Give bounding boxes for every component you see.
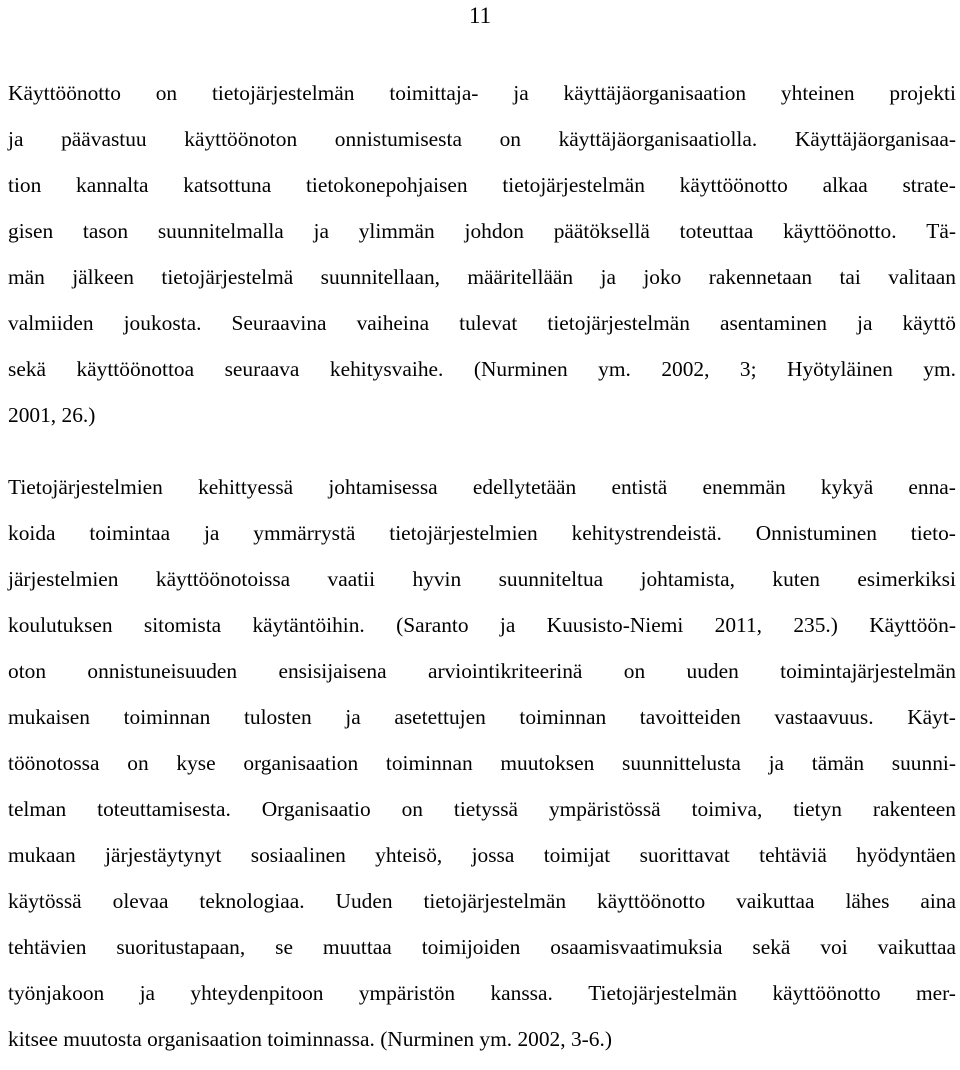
- word: johtamista,: [640, 567, 735, 591]
- word: ylimmän: [358, 219, 435, 243]
- word: mukaan: [8, 843, 76, 867]
- word: esimerkiksi: [857, 567, 956, 591]
- paragraph-2: [8, 472, 956, 1070]
- word: käyttöönoton: [184, 127, 298, 151]
- word: toiminnan: [519, 705, 607, 729]
- word: uuden: [686, 659, 739, 683]
- word: suunni-: [891, 751, 956, 775]
- word: Käyt-: [907, 705, 956, 729]
- text-line: [8, 1024, 956, 1070]
- word: mer-: [915, 981, 956, 1005]
- word: käyttöönotto: [772, 981, 881, 1005]
- word: päävastuu: [61, 127, 147, 151]
- word: tietojärjestelmän: [547, 311, 690, 335]
- word: käyttöönottoa: [76, 357, 195, 381]
- word: toimijoiden: [421, 935, 521, 959]
- word: ja: [499, 613, 516, 637]
- word: Käyttäjäorganisaa-: [794, 127, 956, 151]
- text-line: [8, 78, 956, 124]
- word: koulutuksen: [8, 613, 113, 637]
- word: suunnitellaan,: [320, 265, 441, 289]
- word: jälkeen: [72, 265, 134, 289]
- word: toiminnan: [123, 705, 211, 729]
- text-line: [8, 124, 956, 170]
- word: vaiheina: [356, 311, 430, 335]
- word: strate-: [902, 173, 956, 197]
- word: tietojärjestelmien: [389, 521, 538, 545]
- word: ja: [8, 127, 24, 151]
- word: Tietojärjestelmän: [588, 981, 738, 1005]
- word: ymmärrystä: [253, 521, 356, 545]
- word: edellytetään: [472, 475, 577, 499]
- word: käyttäjäorganisaation: [563, 81, 747, 105]
- word: Uuden: [335, 889, 393, 913]
- text-line: [8, 308, 956, 354]
- word: valmiiden: [8, 311, 94, 335]
- word: toteuttamisesta.: [97, 797, 231, 821]
- text-line: [8, 932, 956, 978]
- word: tietokonepohjaisen: [305, 173, 468, 197]
- word: kehitysvaihe.: [329, 357, 444, 381]
- word: (Nurminen: [473, 357, 568, 381]
- word: toimittaja-: [389, 81, 479, 105]
- word: sekä: [8, 357, 47, 381]
- word: koida: [8, 521, 56, 545]
- word: aina: [920, 889, 956, 913]
- word: käytössä: [8, 889, 82, 913]
- word: toimintaa: [89, 521, 171, 545]
- word: sekä: [752, 935, 791, 959]
- text-line: [8, 748, 956, 794]
- word: suunnitelmalla: [157, 219, 284, 243]
- word: toimiva,: [691, 797, 763, 821]
- word: 2011,: [714, 613, 762, 637]
- word: Käyttöön-: [869, 613, 956, 637]
- word: ja: [345, 705, 361, 729]
- page-number: 11: [469, 3, 492, 28]
- word: tietyn: [793, 797, 842, 821]
- word: tieto-: [910, 521, 956, 545]
- text-line: [8, 840, 956, 886]
- word: kuten: [772, 567, 820, 591]
- word: osaamisvaatimuksia: [550, 935, 723, 959]
- word: käyttöönotto: [679, 173, 788, 197]
- word: rakennetaan: [708, 265, 813, 289]
- word: organisaation: [243, 751, 359, 775]
- word: vaikuttaa: [736, 889, 815, 913]
- word: yhteydenpitoon: [190, 981, 324, 1005]
- text-line: [8, 216, 956, 262]
- word: olevaa: [112, 889, 169, 913]
- word: töönotossa: [8, 751, 100, 775]
- word: arviointikriteerinä: [427, 659, 583, 683]
- text-line: [8, 656, 956, 702]
- word: tietyssä: [453, 797, 519, 821]
- word: on: [127, 751, 149, 775]
- word: toimintajärjestelmän: [780, 659, 956, 683]
- word: kitsee: [8, 1027, 58, 1051]
- word: on: [401, 797, 423, 821]
- word: Organisaatio: [261, 797, 371, 821]
- text-line: [8, 400, 956, 446]
- word: käytäntöihin.: [252, 613, 365, 637]
- word: johtamisessa: [328, 475, 438, 499]
- word: onnistumisesta: [334, 127, 462, 151]
- word: Tietojärjestelmien: [8, 475, 163, 499]
- word: (Nurminen: [380, 1027, 475, 1051]
- word: kehittyessä: [198, 475, 294, 499]
- word: organisaation: [147, 1027, 262, 1051]
- word: 26.): [61, 403, 96, 427]
- word: on: [623, 659, 646, 683]
- word: yhteinen: [780, 81, 855, 105]
- word: 2002,: [517, 1027, 566, 1051]
- word: tietojärjestelmä: [161, 265, 294, 289]
- word: teknologiaa.: [199, 889, 305, 913]
- word: ja: [513, 81, 529, 105]
- word: ympäristön: [358, 981, 456, 1005]
- word: työnjakoon: [8, 981, 105, 1005]
- word: telman: [8, 797, 67, 821]
- word: 3;: [739, 357, 757, 381]
- word: tietojärjestelmän: [211, 81, 355, 105]
- word: voi: [820, 935, 848, 959]
- word: seuraava: [224, 357, 300, 381]
- word: kyse: [176, 751, 216, 775]
- word: vaatii: [327, 567, 376, 591]
- word: tulevat: [459, 311, 518, 335]
- text-line: [8, 518, 956, 564]
- text-line: [8, 564, 956, 610]
- word: tehtäviä: [759, 843, 827, 867]
- word: oton: [8, 659, 47, 683]
- word: tämän: [811, 751, 865, 775]
- word: entistä: [611, 475, 668, 499]
- word: vaikuttaa: [877, 935, 956, 959]
- text-line: [8, 170, 956, 216]
- word: käyttö: [902, 311, 956, 335]
- word: järjestelmien: [8, 567, 119, 591]
- word: tion: [8, 173, 42, 197]
- word: muutoksen: [500, 751, 595, 775]
- word: ja: [203, 521, 220, 545]
- word: ja: [139, 981, 156, 1005]
- word: kehitystrendeistä.: [571, 521, 722, 545]
- word: Kuusisto-Niemi: [546, 613, 684, 637]
- word: ja: [313, 219, 329, 243]
- word: yhteisö,: [375, 843, 443, 867]
- word: ym.: [479, 1027, 513, 1051]
- word: hyvin: [412, 567, 462, 591]
- word: 2002,: [661, 357, 710, 381]
- word: suorittavat: [639, 843, 730, 867]
- word: hyödyntäen: [856, 843, 956, 867]
- word: tietojärjestelmän: [423, 889, 567, 913]
- word: käyttöönotoissa: [155, 567, 291, 591]
- word: Hyötyläinen: [787, 357, 893, 381]
- word: enemmän: [702, 475, 786, 499]
- word: tai: [839, 265, 861, 289]
- word: päätöksellä: [553, 219, 650, 243]
- word: Seuraavina: [231, 311, 327, 335]
- word: tulosten: [243, 705, 312, 729]
- text-line: [8, 354, 956, 400]
- paragraph-1: [8, 78, 956, 446]
- word: suoritustapaan,: [116, 935, 246, 959]
- word: toimijat: [543, 843, 611, 867]
- text-line: [8, 702, 956, 748]
- word: määritellään: [467, 265, 574, 289]
- word: Käyttöönotto: [8, 81, 121, 105]
- word: projekti: [889, 81, 956, 105]
- word: mukaisen: [8, 705, 90, 729]
- word: ja: [857, 311, 873, 335]
- text-line: [8, 610, 956, 656]
- word: valitaan: [888, 265, 956, 289]
- word: asetettujen: [394, 705, 486, 729]
- word: sosiaalinen: [250, 843, 346, 867]
- word: ensisijaisena: [278, 659, 387, 683]
- word: muuttaa: [322, 935, 392, 959]
- word: rakenteen: [872, 797, 956, 821]
- word: sitomista: [143, 613, 222, 637]
- text-line: [8, 978, 956, 1024]
- word: se: [275, 935, 293, 959]
- word: män: [8, 265, 45, 289]
- word: kannalta: [76, 173, 149, 197]
- word: joukosta.: [123, 311, 202, 335]
- word: tavoitteiden: [639, 705, 741, 729]
- word: toiminnassa.: [267, 1027, 375, 1051]
- word: vastaavuus.: [774, 705, 874, 729]
- word: tietojärjestelmän: [502, 173, 645, 197]
- word: suunnittelusta: [622, 751, 741, 775]
- word: tehtävien: [8, 935, 87, 959]
- word: ja: [600, 265, 616, 289]
- word: Tä-: [926, 219, 956, 243]
- word: lähes: [845, 889, 890, 913]
- word: 2001,: [8, 403, 57, 427]
- word: 3-6.): [570, 1027, 612, 1051]
- word: Onnistuminen: [755, 521, 877, 545]
- word: toteuttaa: [679, 219, 754, 243]
- word: onnistuneisuuden: [87, 659, 238, 683]
- word: alkaa: [822, 173, 868, 197]
- word: suunniteltua: [498, 567, 604, 591]
- word: kykyä: [820, 475, 874, 499]
- word: ympäristössä: [548, 797, 661, 821]
- word: katsottuna: [183, 173, 272, 197]
- word: tason: [82, 219, 129, 243]
- word: käyttäjäorganisaatiolla.: [558, 127, 758, 151]
- word: enna-: [908, 475, 956, 499]
- text-line: [8, 794, 956, 840]
- word: kanssa.: [490, 981, 553, 1005]
- word: joko: [643, 265, 682, 289]
- word: jossa: [471, 843, 515, 867]
- word: 235.): [793, 613, 838, 637]
- word: järjestäytynyt: [105, 843, 222, 867]
- word: muutosta: [63, 1027, 142, 1051]
- word: toiminnan: [385, 751, 473, 775]
- text-line: [8, 262, 956, 308]
- word: (Saranto: [396, 613, 469, 637]
- text-line: [8, 886, 956, 932]
- text-line: [8, 472, 956, 518]
- word: on: [499, 127, 521, 151]
- word: ym.: [598, 357, 631, 381]
- word: johdon: [464, 219, 524, 243]
- word: gisen: [8, 219, 54, 243]
- word: ja: [768, 751, 785, 775]
- word: ym.: [923, 357, 956, 381]
- word: käyttöönotto.: [783, 219, 897, 243]
- word: asentaminen: [720, 311, 827, 335]
- word: on: [155, 81, 178, 105]
- word: käyttöönotto: [597, 889, 706, 913]
